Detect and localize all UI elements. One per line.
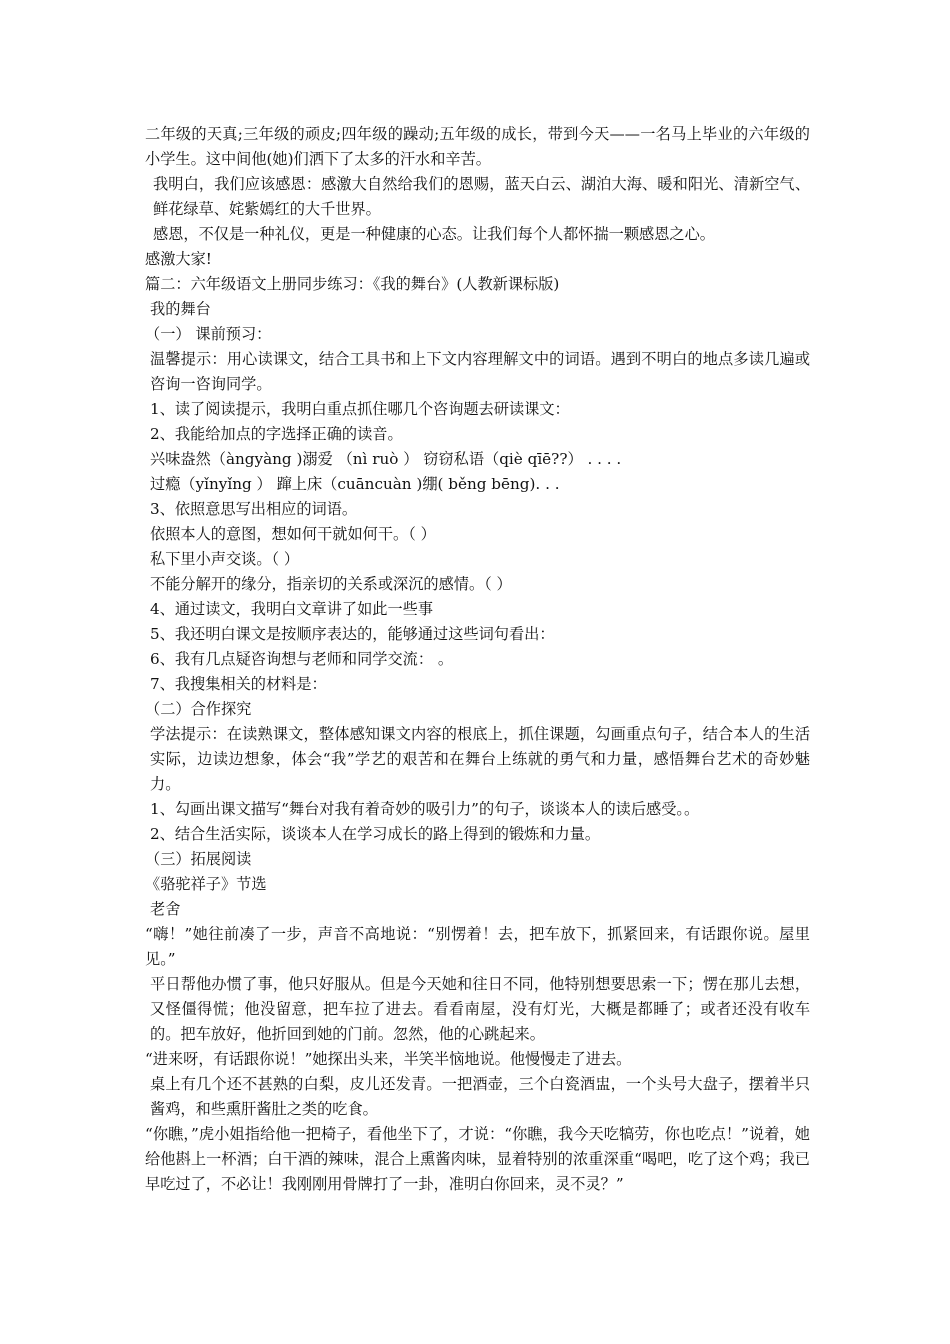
paragraph: 温馨提示：用心读课文，结合工具书和上下文内容理解文中的词语。遇到不明白的地点多读几遍或咨询一咨询同学。 — [150, 350, 810, 393]
paragraph: “你瞧，”虎小姐指给他一把椅子，看他坐下了，才说：“你瞧，我今天吃犒劳，你也吃点！”说着，她给他斟上一杯酒；白干酒的辣味，混合上熏酱肉味，显着特别的浓重深重“喝吧，吃了这个鸡；我已早吃过了，不必让！我刚刚用骨牌打了一卦，准明白你回来，灵不灵？” — [145, 1125, 810, 1193]
paragraph: （一） 课前预习： — [145, 325, 272, 343]
paragraph: 平日帮他办惯了事，他只好服从。但是今天她和往日不同，他特别想要思索一下；愣在那儿去想，又怪僵得慌；他没留意，把车拉了进去。看看南屋，没有灯光，大概是都睡了；或者还没有收车的。把车放好，他折回到她的门前。忽然，他的心跳起来。 — [150, 975, 810, 1043]
paragraph: 桌上有几个还不甚熟的白梨，皮儿还发青。一把酒壶，三个白瓷酒盅，一个头号大盘子，摆着半只酱鸡，和些熏肝酱肚之类的吃食。 — [150, 1075, 810, 1118]
paragraph: 私下里小声交谈。（ ） — [150, 550, 300, 568]
paragraph: 依照本人的意图，想如何干就如何干。（ ） — [150, 525, 436, 543]
paragraph: 我的舞台 — [150, 300, 211, 318]
paragraph: 二年级的天真;三年级的顽皮;四年级的躁动;五年级的成长，带到今天——一名马上毕业的六年级的小学生。这中间他(她)们洒下了太多的汗水和辛苦。 — [145, 125, 810, 168]
paragraph: 2、结合生活实际，谈谈本人在学习成长的路上得到的锻炼和力量。 — [150, 825, 601, 843]
paragraph: 不能分解开的缘分，指亲切的关系或深沉的感情。（ ） — [150, 575, 512, 593]
paragraph: 3、依照意思写出相应的词语。 — [150, 500, 358, 518]
paragraph: 我明白，我们应该感恩：感激大自然给我们的恩赐，蓝天白云、湖泊大海、暖和阳光、清新空气、鲜花绿草、姹紫嫣红的大千世界。 — [153, 175, 810, 218]
paragraph: 感恩，不仅是一种礼仪，更是一种健康的心态。让我们每个人都怀揣一颗感恩之心。 — [153, 225, 715, 243]
document-body — [145, 122, 810, 1197]
paragraph: 老舍 — [150, 900, 181, 918]
paragraph: 5、我还明白课文是按顺序表达的，能够通过这些词句看出： — [150, 625, 555, 643]
paragraph: 1、读了阅读提示，我明白重点抓住哪几个咨询题去研读课文： — [150, 400, 570, 418]
paragraph: 过瘾（yǐnyǐng ） 蹿上床（cuāncuàn )绷( běng bēng). . . — [150, 475, 560, 493]
paragraph: 1、勾画出课文描写“舞台对我有着奇妙的吸引力”的句子，谈谈本人的读后感受。。 — [150, 800, 700, 818]
paragraph: 《骆驼祥子》节选 — [145, 875, 267, 893]
paragraph: （二）合作探究 — [145, 700, 252, 718]
paragraph: 兴味盎然（àngyàng )溺爱 （nì ruò ） 窃窃私语（qiè qīē??） . . . . — [150, 450, 622, 468]
paragraph: 学法提示：在读熟课文，整体感知课文内容的根底上，抓住课题，勾画重点句子，结合本人的生活实际，边读边想象，体会“我”学艺的艰苦和在舞台上练就的勇气和力量，感悟舞台艺术的奇妙魅力。 — [150, 725, 810, 793]
paragraph: “进来呀，有话跟你说！”她探出头来，半笑半恼地说。他慢慢走了进去。 — [145, 1050, 632, 1068]
paragraph: 2、我能给加点的字选择正确的读音。 — [150, 425, 403, 443]
paragraph: 篇二：六年级语文上册同步练习：《我的舞台》(人教新课标版) — [145, 275, 560, 293]
paragraph: 7、我搜集相关的材料是： — [150, 675, 327, 693]
paragraph: “嗨！”她往前凑了一步，声音不高地说：“别愣着！去，把车放下，抓紧回来，有话跟你说。屋里见。” — [145, 925, 810, 968]
paragraph: 4、通过读文，我明白文章讲了如此一些事 — [150, 600, 434, 618]
paragraph: （三）拓展阅读 — [145, 850, 252, 868]
paragraph: 6、我有几点疑咨询想与老师和同学交流： 。 — [150, 650, 454, 668]
paragraph: 感激大家! — [145, 250, 212, 268]
